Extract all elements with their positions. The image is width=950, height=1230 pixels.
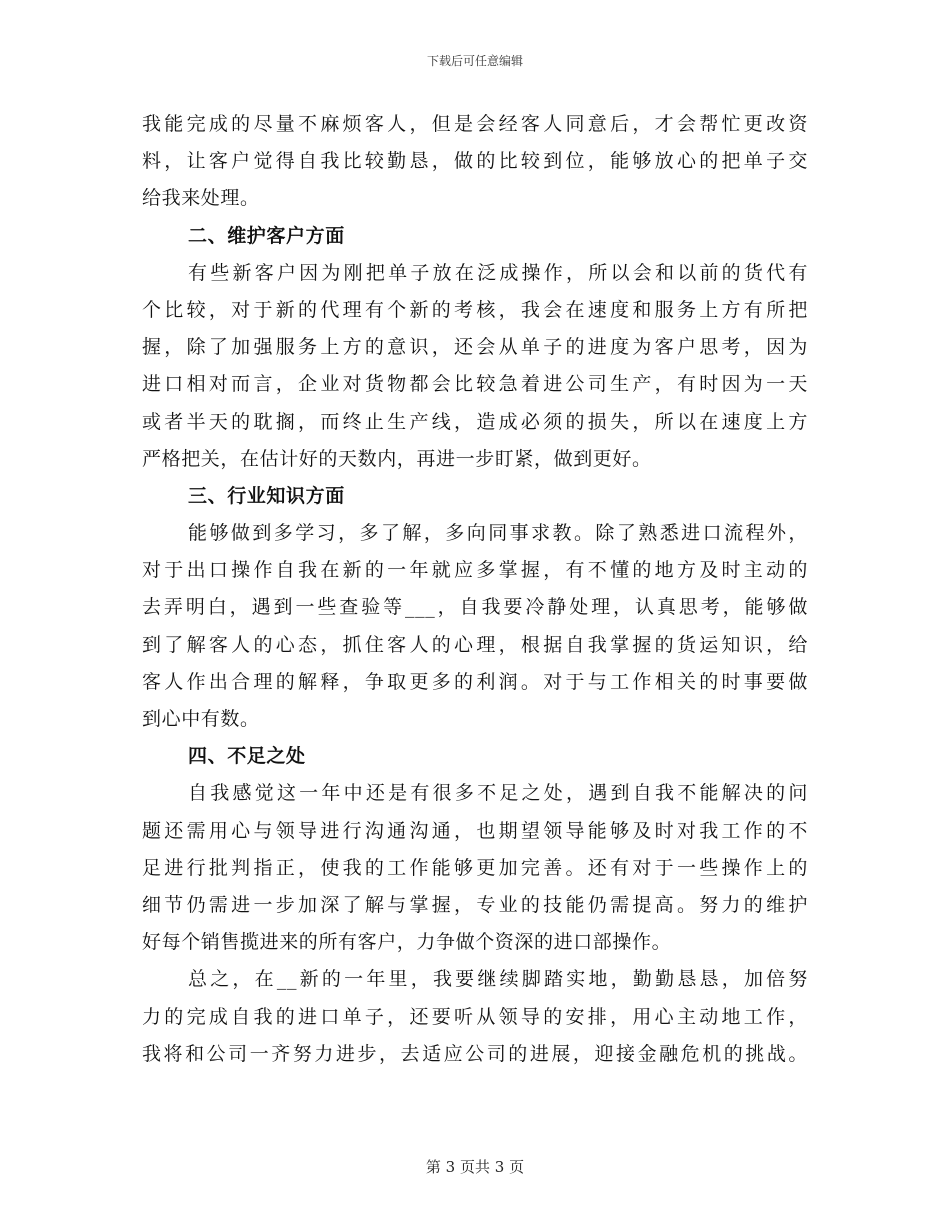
text-line: 我能完成的尽量不麻烦客人，但是会经客人同意后，才会帮忙更改资 [142, 113, 808, 135]
text-line: 力的完成自我的进口单子，还要听从领导的安排，用心主动地工作， [142, 1005, 808, 1028]
section-heading [142, 218, 808, 255]
text-line: 细节仍需进一步加深了解与掌握，专业的技能仍需提高。努力的维护 [142, 893, 808, 916]
section-heading [142, 738, 808, 775]
text-line: 题还需用心与领导进行沟通沟通，也期望领导能够及时对我工作的不 [142, 819, 808, 842]
text-line: 有些新客户因为刚把单子放在泛成操作，所以会和以前的货代有 [188, 261, 808, 284]
paragraph [142, 515, 808, 738]
document-body [142, 106, 808, 1073]
text-line: 足进行批判指正，使我的工作能够更加完善。还有对于一些操作上的 [142, 856, 808, 879]
text-line: 给我来处理。 [142, 187, 260, 210]
heading-text: 二、维护客户方面 [188, 224, 345, 247]
text-line: 好每个销售揽进来的所有客户，力争做个资深的进口部操作。 [142, 931, 672, 954]
text-line: 能够做到多学习，多了解，多向同事求教。除了熟悉进口流程外， [188, 522, 808, 545]
paragraph [142, 255, 808, 478]
text-line: 料，让客户觉得自我比较勤恳，做的比较到位，能够放心的把单子交 [142, 150, 808, 173]
paragraph [142, 775, 808, 961]
paragraph [142, 106, 808, 218]
text-line: 我将和公司一齐努力进步，去适应公司的进展，迎接金融危机的挑战。 [142, 1042, 808, 1065]
text-line: 到心中有数。 [142, 708, 260, 730]
text-line: 客人作出合理的解释，争取更多的利润。对于与工作相关的时事要做 [142, 670, 808, 693]
text-line: 总之，在__新的一年里，我要继续脚踏实地，勤勤恳恳，加倍努 [188, 968, 808, 991]
text-line: 自我感觉这一年中还是有很多不足之处，遇到自我不能解决的问 [188, 782, 808, 805]
paragraph [142, 961, 808, 1073]
section-heading [142, 478, 808, 515]
page-header: 下载后可任意编辑 [426, 54, 523, 68]
text-line: 个比较，对于新的代理有个新的考核，我会在速度和服务上方有所把 [142, 298, 808, 321]
text-line: 严格把关，在估计好的天数内，再进一步盯紧，做到更好。 [142, 447, 652, 470]
page-footer: 第 3 页共 3 页 [425, 1158, 525, 1176]
heading-text: 四、不足之处 [188, 745, 306, 768]
text-line: 到了解客人的心态，抓住客人的心理，根据自我掌握的货运知识，给 [142, 633, 808, 656]
text-line: 握，除了加强服务上方的意识，还会从单子的进度为客户思考，因为 [142, 336, 808, 359]
text-line: 进口相对而言，企业对货物都会比较急着进公司生产，有时因为一天 [142, 373, 808, 396]
heading-text: 三、行业知识方面 [188, 484, 345, 507]
text-line: 或者半天的耽搁，而终止生产线，造成必须的损失，所以在速度上方 [142, 410, 808, 433]
text-line: 对于出口操作自我在新的一年就应多掌握，有不懂的地方及时主动的 [142, 559, 808, 582]
text-line: 去弄明白，遇到一些查验等___，自我要冷静处理，认真思考，能够做 [142, 596, 808, 619]
